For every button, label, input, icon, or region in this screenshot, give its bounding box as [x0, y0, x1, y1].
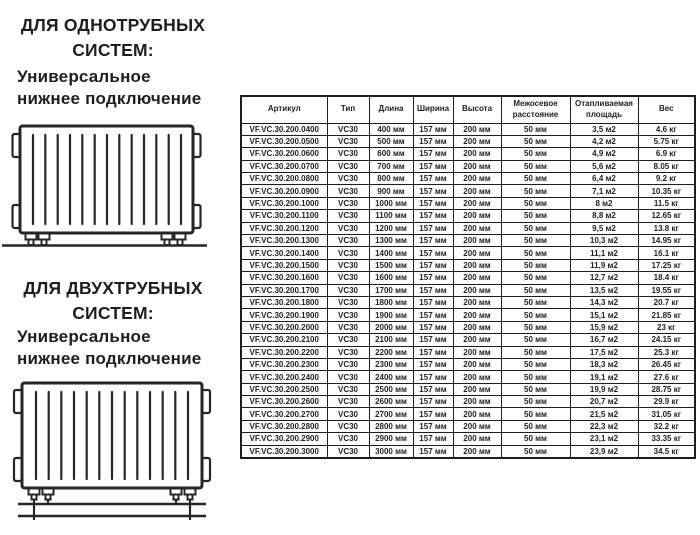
- table-row: [241, 123, 695, 135]
- table-cell: 200 мм: [453, 173, 501, 185]
- table-cell: 3,5 м2: [570, 123, 638, 135]
- table-row: [241, 358, 695, 370]
- table-cell: 50 мм: [501, 309, 570, 321]
- table-cell: 50 мм: [501, 259, 570, 271]
- table-row: [241, 346, 695, 358]
- table-cell: 700 мм: [369, 160, 413, 172]
- table-cell: 157 мм: [413, 433, 453, 445]
- table-cell: 157 мм: [413, 259, 453, 271]
- table-cell: 50 мм: [501, 296, 570, 308]
- table-cell: VF.VC.30.200.1400: [241, 247, 327, 259]
- table-cell: 1900 мм: [369, 309, 413, 321]
- table-cell: 2400 мм: [369, 371, 413, 383]
- table-cell: 18,3 м2: [570, 358, 638, 370]
- table-cell: 8,8 м2: [570, 210, 638, 222]
- table-row: [241, 210, 695, 222]
- table-cell: 1700 мм: [369, 284, 413, 296]
- table-row: [241, 284, 695, 296]
- table-cell: VF.VC.30.200.2800: [241, 420, 327, 432]
- table-cell: 50 мм: [501, 210, 570, 222]
- table-row: [241, 247, 695, 259]
- table-cell: VF.VC.30.200.1100: [241, 210, 327, 222]
- table-cell: 50 мм: [501, 173, 570, 185]
- table-cell: 25.3 кг: [638, 346, 695, 358]
- table-cell: 34.5 кг: [638, 445, 695, 457]
- table-cell: 29.9 кг: [638, 396, 695, 408]
- table-cell: VF.VC.30.200.2600: [241, 396, 327, 408]
- table-row: [241, 420, 695, 432]
- table-cell: VF.VC.30.200.2500: [241, 383, 327, 395]
- table-cell: VC30: [327, 420, 369, 432]
- table-cell: 200 мм: [453, 135, 501, 147]
- table-cell: 1500 мм: [369, 259, 413, 271]
- table-cell: 200 мм: [453, 309, 501, 321]
- table-cell: 900 мм: [369, 185, 413, 197]
- table-cell: 1000 мм: [369, 197, 413, 209]
- single-pipe-title: [8, 13, 218, 64]
- table-cell: 1100 мм: [369, 210, 413, 222]
- table-cell: 200 мм: [453, 433, 501, 445]
- table-cell: VC30: [327, 346, 369, 358]
- table-cell: VF.VC.30.200.2000: [241, 321, 327, 333]
- table-cell: VC30: [327, 210, 369, 222]
- table-cell: 200 мм: [453, 160, 501, 172]
- table-cell: 157 мм: [413, 383, 453, 395]
- table-cell: 2000 мм: [369, 321, 413, 333]
- table-row: [241, 173, 695, 185]
- table-cell: 50 мм: [501, 371, 570, 383]
- table-cell: 33.35 кг: [638, 433, 695, 445]
- table-cell: 50 мм: [501, 334, 570, 346]
- table-cell: 2500 мм: [369, 383, 413, 395]
- table-cell: VF.VC.30.200.1500: [241, 259, 327, 271]
- two-pipe-title: [8, 276, 218, 327]
- table-cell: 157 мм: [413, 222, 453, 234]
- table-cell: 200 мм: [453, 197, 501, 209]
- table-cell: 157 мм: [413, 321, 453, 333]
- table-cell: 50 мм: [501, 235, 570, 247]
- table-cell: 800 мм: [369, 173, 413, 185]
- column-header: Артикул: [241, 96, 327, 123]
- table-row: [241, 135, 695, 147]
- table-row: [241, 185, 695, 197]
- table-cell: 4.6 кг: [638, 123, 695, 135]
- table-cell: 1400 мм: [369, 247, 413, 259]
- table-row: [241, 272, 695, 284]
- table-cell: 157 мм: [413, 296, 453, 308]
- table-cell: 15,9 м2: [570, 321, 638, 333]
- table-cell: VC30: [327, 334, 369, 346]
- table-cell: 32.2 кг: [638, 420, 695, 432]
- table-cell: 50 мм: [501, 445, 570, 457]
- table-cell: VF.VC.30.200.2900: [241, 433, 327, 445]
- table-row: [241, 371, 695, 383]
- table-cell: 200 мм: [453, 272, 501, 284]
- table-cell: VF.VC.30.200.1600: [241, 272, 327, 284]
- table-cell: VC30: [327, 135, 369, 147]
- table-cell: 16,7 м2: [570, 334, 638, 346]
- table-cell: 1600 мм: [369, 272, 413, 284]
- table-row: [241, 235, 695, 247]
- table-cell: 50 мм: [501, 197, 570, 209]
- table-cell: 157 мм: [413, 235, 453, 247]
- table-cell: 23,9 м2: [570, 445, 638, 457]
- table-cell: 50 мм: [501, 321, 570, 333]
- table-cell: 200 мм: [453, 222, 501, 234]
- table-cell: 200 мм: [453, 358, 501, 370]
- table-body: [241, 123, 695, 458]
- table-cell: 157 мм: [413, 272, 453, 284]
- table-cell: 4,9 м2: [570, 148, 638, 160]
- radiator-spec-table: [240, 95, 696, 459]
- table-cell: 2800 мм: [369, 420, 413, 432]
- table-header-row: [241, 96, 695, 123]
- table-cell: 12.65 кг: [638, 210, 695, 222]
- table-cell: 157 мм: [413, 135, 453, 147]
- column-header: Межосевое расстояние: [501, 96, 570, 123]
- table-cell: 157 мм: [413, 148, 453, 160]
- table-cell: 11,1 м2: [570, 247, 638, 259]
- table-cell: VC30: [327, 160, 369, 172]
- table-cell: 8 м2: [570, 197, 638, 209]
- column-header: Отапливаемая площадь: [570, 96, 638, 123]
- table-cell: VC30: [327, 296, 369, 308]
- table-cell: 157 мм: [413, 284, 453, 296]
- two-pipe-title-line1: ДЛЯ ДВУХТРУБНЫХ: [23, 278, 203, 298]
- table-cell: 50 мм: [501, 408, 570, 420]
- table-cell: 157 мм: [413, 210, 453, 222]
- table-cell: 14.95 кг: [638, 235, 695, 247]
- table-cell: 200 мм: [453, 334, 501, 346]
- table-cell: VC30: [327, 123, 369, 135]
- table-cell: 200 мм: [453, 123, 501, 135]
- table-cell: 157 мм: [413, 445, 453, 457]
- single-pipe-title-line2: СИСТЕМ:: [72, 40, 154, 61]
- table-cell: 50 мм: [501, 433, 570, 445]
- table-cell: 8.05 кг: [638, 160, 695, 172]
- table-cell: 19,9 м2: [570, 383, 638, 395]
- table-cell: 15,1 м2: [570, 309, 638, 321]
- single-pipe-subtitle-line1: Универсальное: [17, 67, 151, 86]
- table-cell: VF.VC.30.200.0400: [241, 123, 327, 135]
- table-cell: 2600 мм: [369, 396, 413, 408]
- table-cell: 50 мм: [501, 396, 570, 408]
- table-cell: 200 мм: [453, 371, 501, 383]
- table-cell: VC30: [327, 358, 369, 370]
- table-cell: 2300 мм: [369, 358, 413, 370]
- table-cell: VF.VC.30.200.2200: [241, 346, 327, 358]
- table-cell: 5,6 м2: [570, 160, 638, 172]
- table-row: [241, 222, 695, 234]
- table-cell: VC30: [327, 148, 369, 160]
- table-cell: 50 мм: [501, 123, 570, 135]
- table-cell: VF.VC.30.200.2700: [241, 408, 327, 420]
- table-cell: 200 мм: [453, 296, 501, 308]
- radiator-two-pipe-diagram-icon: [0, 370, 220, 528]
- table-cell: VF.VC.30.200.0900: [241, 185, 327, 197]
- table-cell: 23 кг: [638, 321, 695, 333]
- table-row: [241, 309, 695, 321]
- table-cell: 14,3 м2: [570, 296, 638, 308]
- table-cell: 157 мм: [413, 123, 453, 135]
- table-cell: 157 мм: [413, 309, 453, 321]
- table-cell: VF.VC.30.200.0700: [241, 160, 327, 172]
- table-cell: 28.75 кг: [638, 383, 695, 395]
- table-cell: 10.35 кг: [638, 185, 695, 197]
- two-pipe-subtitle: [17, 326, 229, 370]
- table-cell: VC30: [327, 309, 369, 321]
- table-row: [241, 383, 695, 395]
- table-cell: 157 мм: [413, 197, 453, 209]
- table-cell: 157 мм: [413, 160, 453, 172]
- table-cell: 4,2 м2: [570, 135, 638, 147]
- table-cell: 50 мм: [501, 346, 570, 358]
- table-cell: 50 мм: [501, 272, 570, 284]
- table-cell: 12,7 м2: [570, 272, 638, 284]
- table-cell: 6,4 м2: [570, 173, 638, 185]
- table-cell: 200 мм: [453, 284, 501, 296]
- table-cell: 1300 мм: [369, 235, 413, 247]
- table-cell: VF.VC.30.200.2400: [241, 371, 327, 383]
- table-row: [241, 160, 695, 172]
- table-cell: VC30: [327, 197, 369, 209]
- table-cell: VF.VC.30.200.3000: [241, 445, 327, 457]
- column-header: Вес: [638, 96, 695, 123]
- table-cell: VC30: [327, 185, 369, 197]
- table-row: [241, 197, 695, 209]
- table-row: [241, 259, 695, 271]
- table-cell: 50 мм: [501, 383, 570, 395]
- table-cell: VF.VC.30.200.1700: [241, 284, 327, 296]
- table-cell: VC30: [327, 222, 369, 234]
- table-cell: 17,5 м2: [570, 346, 638, 358]
- table-cell: 200 мм: [453, 408, 501, 420]
- column-header: Длина: [369, 96, 413, 123]
- table-cell: 50 мм: [501, 135, 570, 147]
- table-cell: VC30: [327, 272, 369, 284]
- table-cell: VC30: [327, 445, 369, 457]
- table-cell: 23,1 м2: [570, 433, 638, 445]
- two-pipe-title-line2: СИСТЕМ:: [72, 303, 154, 324]
- table-cell: 50 мм: [501, 247, 570, 259]
- table-cell: 200 мм: [453, 185, 501, 197]
- table-cell: 2200 мм: [369, 346, 413, 358]
- table-cell: 19,1 м2: [570, 371, 638, 383]
- table-cell: 200 мм: [453, 235, 501, 247]
- table-cell: 13,5 м2: [570, 284, 638, 296]
- table-cell: 200 мм: [453, 247, 501, 259]
- table-cell: 400 мм: [369, 123, 413, 135]
- table-cell: 600 мм: [369, 148, 413, 160]
- table-cell: 200 мм: [453, 210, 501, 222]
- table-cell: VC30: [327, 247, 369, 259]
- table-row: [241, 408, 695, 420]
- table-header: [241, 96, 695, 123]
- table-row: [241, 148, 695, 160]
- table-cell: 5.75 кг: [638, 135, 695, 147]
- table-row: [241, 334, 695, 346]
- table-cell: VF.VC.30.200.1000: [241, 197, 327, 209]
- table-cell: VF.VC.30.200.2100: [241, 334, 327, 346]
- table-cell: VC30: [327, 396, 369, 408]
- table-cell: 50 мм: [501, 358, 570, 370]
- table-cell: 19.55 кг: [638, 284, 695, 296]
- table-cell: 10,3 м2: [570, 235, 638, 247]
- table-cell: 21,5 м2: [570, 408, 638, 420]
- table-cell: 18.4 кг: [638, 272, 695, 284]
- table-cell: 157 мм: [413, 334, 453, 346]
- two-pipe-subtitle-line1: Универсальное: [17, 327, 151, 346]
- table-cell: VC30: [327, 383, 369, 395]
- table-cell: VC30: [327, 371, 369, 383]
- table-cell: VF.VC.30.200.2300: [241, 358, 327, 370]
- table-cell: VF.VC.30.200.0800: [241, 173, 327, 185]
- table-cell: 11,9 м2: [570, 259, 638, 271]
- table-cell: 11.5 кг: [638, 197, 695, 209]
- column-header: Тип: [327, 96, 369, 123]
- table-cell: VF.VC.30.200.1900: [241, 309, 327, 321]
- table-cell: 157 мм: [413, 346, 453, 358]
- table-cell: 50 мм: [501, 420, 570, 432]
- table-cell: VF.VC.30.200.0600: [241, 148, 327, 160]
- single-pipe-title-line1: ДЛЯ ОДНОТРУБНЫХ: [20, 15, 206, 35]
- table-cell: VC30: [327, 321, 369, 333]
- radiator-single-pipe-diagram-icon: [0, 112, 220, 254]
- table-cell: 50 мм: [501, 222, 570, 234]
- connection-schemes-panel: [0, 0, 232, 535]
- table-cell: 9,5 м2: [570, 222, 638, 234]
- table-cell: 24.15 кг: [638, 334, 695, 346]
- table-cell: 157 мм: [413, 371, 453, 383]
- table-cell: 500 мм: [369, 135, 413, 147]
- single-pipe-subtitle: [17, 66, 229, 110]
- table-cell: 200 мм: [453, 420, 501, 432]
- table-cell: 16.1 кг: [638, 247, 695, 259]
- table-cell: 200 мм: [453, 321, 501, 333]
- table-cell: VF.VC.30.200.1300: [241, 235, 327, 247]
- table-cell: 157 мм: [413, 420, 453, 432]
- table-row: [241, 396, 695, 408]
- table-cell: VC30: [327, 433, 369, 445]
- table-cell: 31.05 кг: [638, 408, 695, 420]
- table-cell: 50 мм: [501, 160, 570, 172]
- table-cell: 157 мм: [413, 408, 453, 420]
- table-cell: 2900 мм: [369, 433, 413, 445]
- single-pipe-subtitle-line2: нижнее подключение: [17, 88, 202, 108]
- table-cell: 157 мм: [413, 358, 453, 370]
- table-cell: VC30: [327, 408, 369, 420]
- table-cell: 157 мм: [413, 396, 453, 408]
- table-cell: 2100 мм: [369, 334, 413, 346]
- table-cell: 13.8 кг: [638, 222, 695, 234]
- table-cell: 50 мм: [501, 284, 570, 296]
- table-cell: 9.2 кг: [638, 173, 695, 185]
- table-cell: 17.25 кг: [638, 259, 695, 271]
- table-cell: 50 мм: [501, 148, 570, 160]
- table-row: [241, 321, 695, 333]
- table-cell: 1800 мм: [369, 296, 413, 308]
- table-row: [241, 296, 695, 308]
- table-cell: 200 мм: [453, 445, 501, 457]
- table-cell: VF.VC.30.200.1200: [241, 222, 327, 234]
- table-cell: VC30: [327, 173, 369, 185]
- table-cell: VC30: [327, 259, 369, 271]
- table-cell: 20.7 кг: [638, 296, 695, 308]
- table-row: [241, 433, 695, 445]
- table-cell: 200 мм: [453, 148, 501, 160]
- table-cell: VF.VC.30.200.0500: [241, 135, 327, 147]
- table-cell: 200 мм: [453, 346, 501, 358]
- table-cell: 27.6 кг: [638, 371, 695, 383]
- column-header: Ширина: [413, 96, 453, 123]
- table-cell: 6.9 кг: [638, 148, 695, 160]
- table-cell: 21.85 кг: [638, 309, 695, 321]
- table-cell: 2700 мм: [369, 408, 413, 420]
- table-cell: VF.VC.30.200.1800: [241, 296, 327, 308]
- table-cell: 157 мм: [413, 185, 453, 197]
- table-cell: 50 мм: [501, 185, 570, 197]
- table-cell: VC30: [327, 235, 369, 247]
- table-cell: 157 мм: [413, 247, 453, 259]
- table-cell: 157 мм: [413, 173, 453, 185]
- table-cell: 20,7 м2: [570, 396, 638, 408]
- table-cell: 3000 мм: [369, 445, 413, 457]
- table-cell: 1200 мм: [369, 222, 413, 234]
- table-cell: 22,3 м2: [570, 420, 638, 432]
- column-header: Высота: [453, 96, 501, 123]
- two-pipe-subtitle-line2: нижнее подключение: [17, 348, 202, 368]
- table-cell: VC30: [327, 284, 369, 296]
- table-cell: 200 мм: [453, 259, 501, 271]
- table-cell: 7,1 м2: [570, 185, 638, 197]
- table-cell: 200 мм: [453, 396, 501, 408]
- table-cell: 26.45 кг: [638, 358, 695, 370]
- table-cell: 200 мм: [453, 383, 501, 395]
- table-row: [241, 445, 695, 457]
